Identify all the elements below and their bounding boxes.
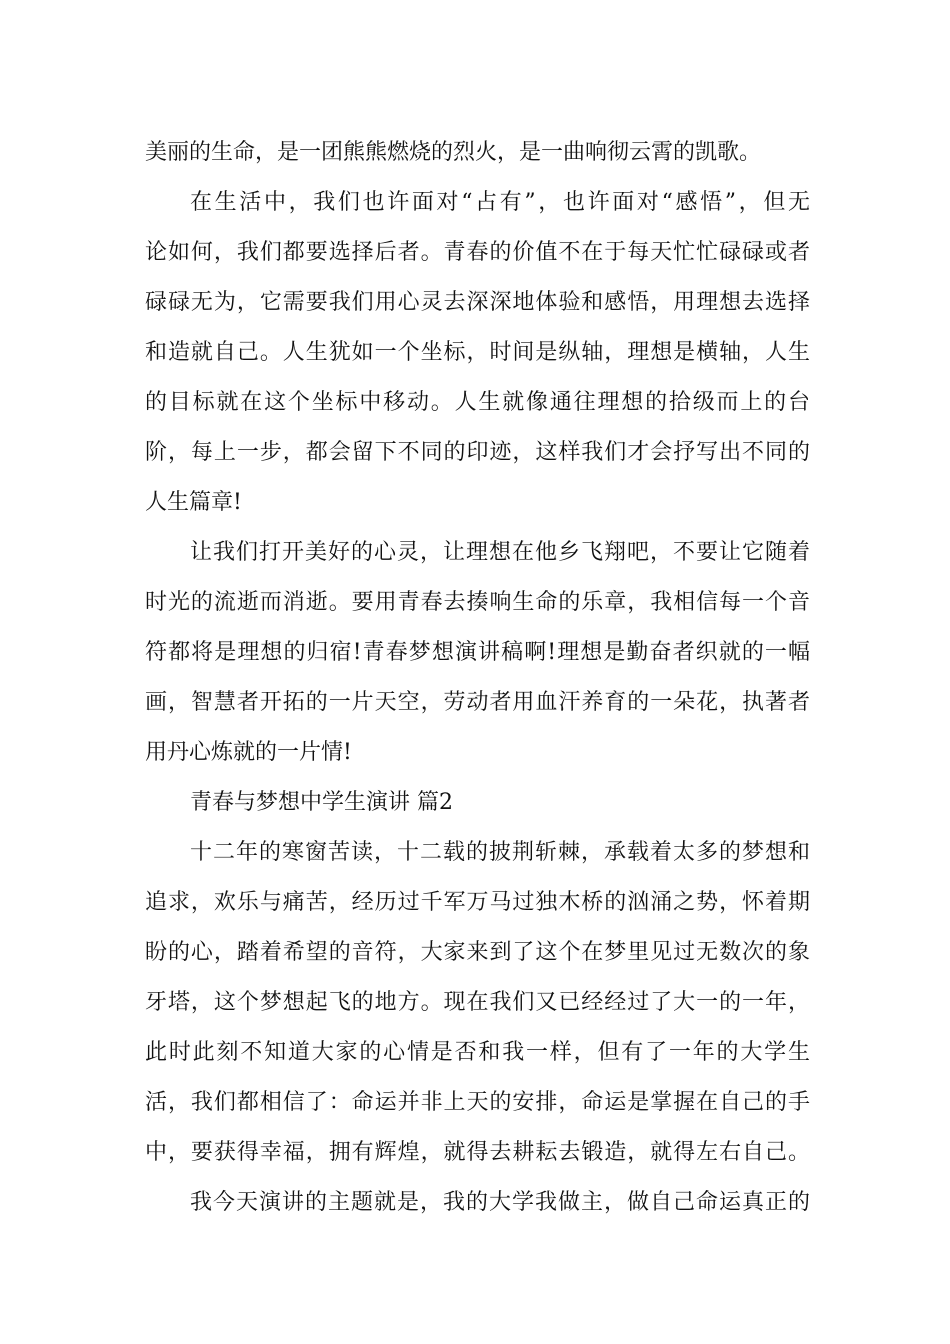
text-line: 碌碌无为，它需要我们用心灵去深深地体验和感悟，用理想去选择 [145,290,810,315]
text-line: 十二年的寒窗苦读，十二载的披荆斩棘，承载着太多的梦想和 [190,840,810,865]
text-line: 让我们打开美好的心灵，让理想在他乡飞翔吧，不要让它随着 [190,540,810,565]
text-line: 牙塔，这个梦想起飞的地方。现在我们又已经经过了大一的一年， [145,990,810,1015]
text-line: 画，智慧者开拓的一片天空，劳动者用血汗养育的一朵花，执著者 [145,690,810,715]
text-line: 此时此刻不知道大家的心情是否和我一样，但有了一年的大学生 [145,1040,810,1065]
text-line: 和造就自己。人生犹如一个坐标，时间是纵轴，理想是横轴，人生 [145,340,810,365]
text-line: 盼的心，踏着希望的音符，大家来到了这个在梦里见过无数次的象 [145,940,810,965]
text-line: 我今天演讲的主题就是，我的大学我做主，做自己命运真正的 [190,1190,810,1215]
text-line: 在生活中，我们也许面对“占有”，也许面对“感悟”，但无 [190,190,810,215]
text-line: 活，我们都相信了：命运并非上天的安排，命运是掌握在自己的手 [145,1090,810,1115]
text-line: 阶，每上一步，都会留下不同的印迹，这样我们才会抒写出不同的 [145,440,810,465]
text-line: 追求，欢乐与痛苦，经历过千军万马过独木桥的汹涌之势，怀着期 [145,890,810,915]
text-line: 时光的流逝而消逝。要用青春去揍响生命的乐章，我相信每一个音 [145,590,810,615]
section-heading: 青春与梦想中学生演讲 篇2 [190,790,453,815]
text-line: 的目标就在这个坐标中移动。人生就像通往理想的拾级而上的台 [145,390,810,415]
text-line: 符都将是理想的归宿!青春梦想演讲稿啊!理想是勤奋者织就的一幅 [145,640,810,665]
text-line: 美丽的生命，是一团熊熊燃烧的烈火，是一曲响彻云霄的凯歌。 [145,140,762,165]
text-line: 人生篇章! [145,490,242,515]
text-line: 中，要获得幸福，拥有辉煌，就得去耕耘去锻造，就得左右自己。 [145,1140,810,1165]
text-line: 论如何，我们都要选择后者。青春的价值不在于每天忙忙碌碌或者 [145,240,810,265]
text-line: 用丹心炼就的一片情! [145,740,352,765]
